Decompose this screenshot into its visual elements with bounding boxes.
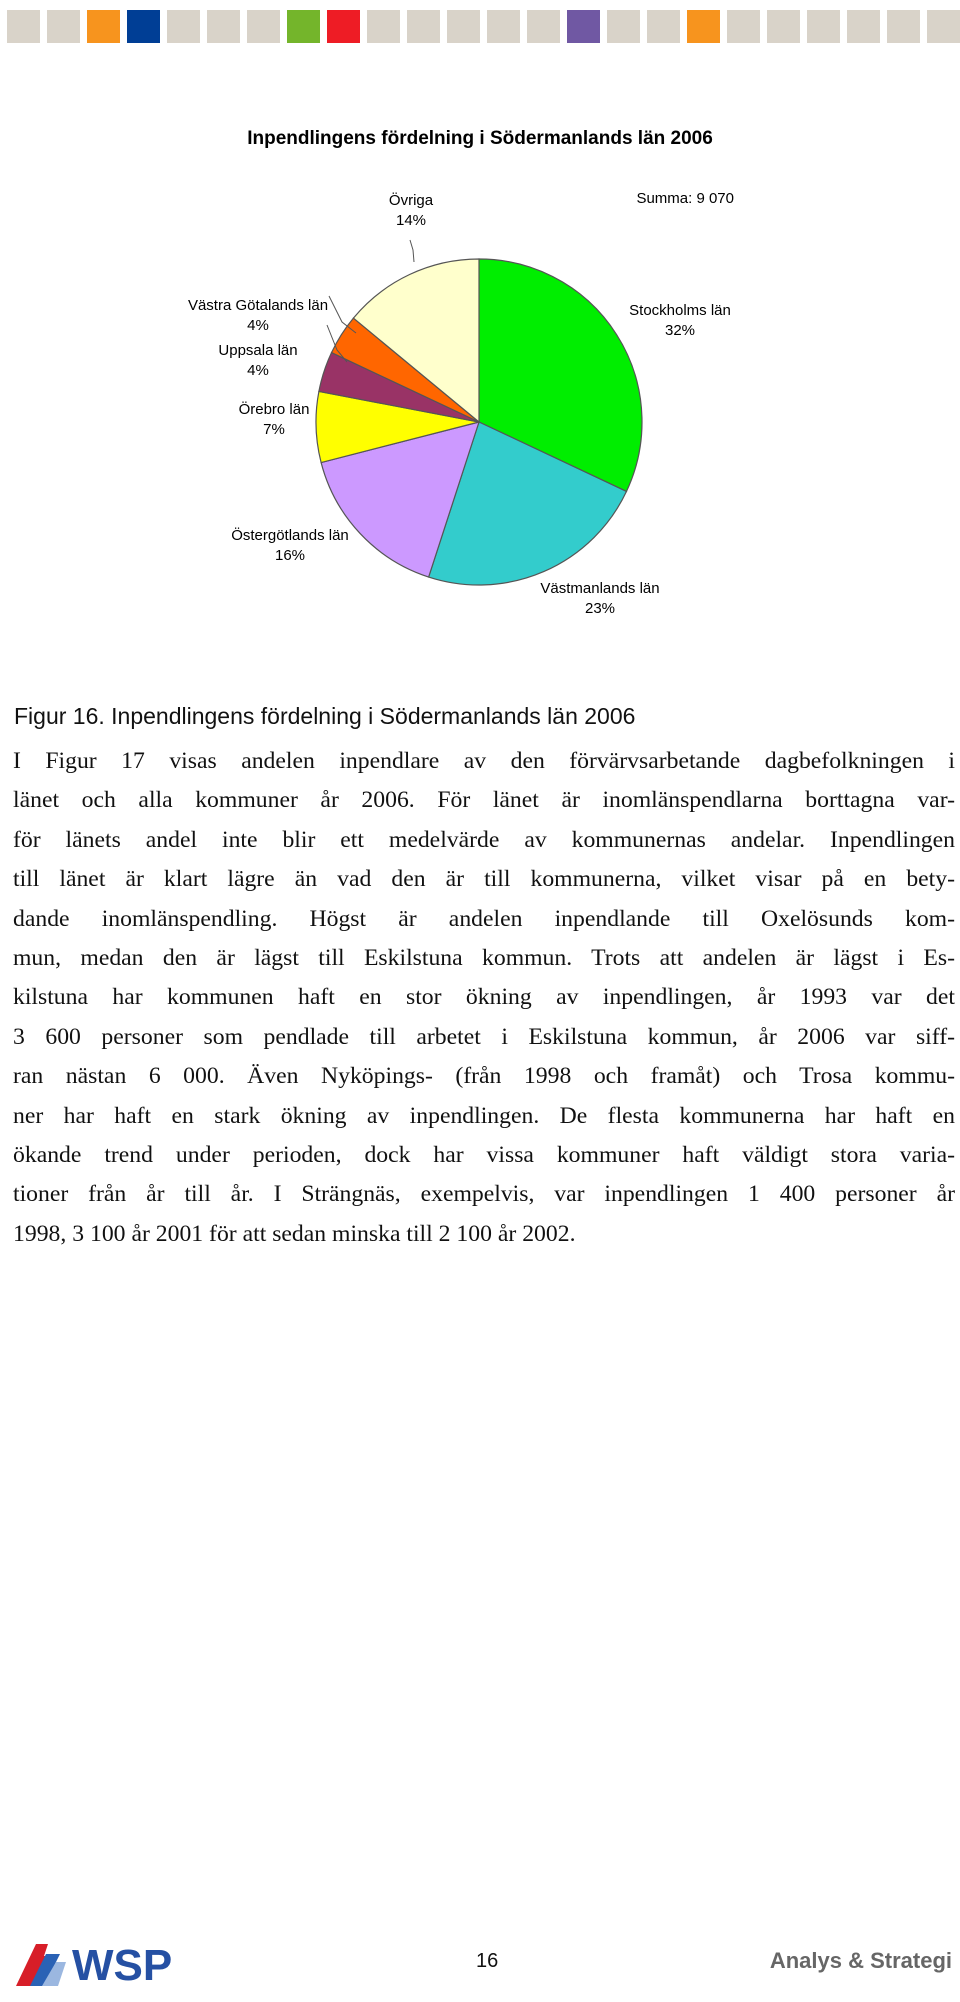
header-color-square — [807, 10, 840, 43]
paragraph-line: tioner från år till år. I Strängnäs, exempelvis, var inpendlingen 1 400 personer år — [13, 1181, 955, 1208]
slice-percent-label: 7% — [263, 421, 285, 438]
paragraph-line: för länets andel inte blir ett medelvärde av kommunernas andelar. Inpendlingen — [13, 826, 955, 853]
slice-label: Västra Götalands län — [187, 297, 329, 314]
header-color-square — [247, 10, 280, 43]
slice-label: Övriga — [388, 192, 434, 209]
slice-percent-label: 4% — [247, 362, 269, 379]
slice-label: Västmanlands län — [540, 580, 660, 597]
header-color-square — [87, 10, 120, 43]
header-color-square — [927, 10, 960, 43]
header-color-square — [407, 10, 440, 43]
slice-percent-label: 16% — [274, 547, 306, 564]
paragraph-line: ökande trend under perioden, dock har vissa kommuner haft väldigt stora varia- — [13, 1142, 955, 1169]
slice-percent-label: 14% — [395, 212, 427, 229]
pie-chart-svg — [0, 110, 960, 650]
paragraph-line: 3 600 personer som pendlade till arbetet i Eskilstuna kommun, år 2006 var siff- — [13, 1023, 955, 1050]
page-number: 16 — [476, 1950, 499, 1972]
header-color-square — [367, 10, 400, 43]
pie-slices — [316, 259, 642, 585]
paragraph-line: kilstuna har kommunen haft en stor ökning av inpendlingen, år 1993 var det — [13, 984, 955, 1011]
header-color-square — [607, 10, 640, 43]
logo-text: WSP — [72, 1941, 173, 1988]
wsp-logo — [14, 1936, 204, 1988]
paragraph-line: ner har haft en stark ökning av inpendlingen. De flesta kommunerna har haft en — [13, 1102, 955, 1129]
header-color-square — [127, 10, 160, 43]
header-color-square — [687, 10, 720, 43]
header-color-square — [767, 10, 800, 43]
header-color-square — [447, 10, 480, 43]
header-color-square — [167, 10, 200, 43]
paragraph-line: ran nästan 6 000. Även Nyköpings- (från 1998 och framåt) och Trosa kommu- — [13, 1063, 955, 1090]
header-color-square — [327, 10, 360, 43]
figure-caption: Figur 16. Inpendlingens fördelning i Södermanlands län 2006 — [14, 703, 636, 729]
slice-percent-label: 23% — [584, 600, 616, 617]
paragraph-line: mun, medan den är lägst till Eskilstuna kommun. Trots att andelen är lägst i Es- — [13, 945, 955, 972]
footer-brand: Analys & Strategi — [769, 1948, 952, 1973]
paragraph-line: I Figur 17 visas andelen inpendlare av den förvärvsarbetande dagbefolkningen i — [13, 748, 955, 774]
header-color-square — [567, 10, 600, 43]
header-color-bar — [7, 10, 953, 44]
slice-label: Östergötlands län — [231, 527, 349, 544]
header-color-square — [847, 10, 880, 43]
paragraph-line: till länet är klart lägre än vad den är till kommunerna, vilket visar på en bety- — [13, 866, 955, 893]
header-color-square — [647, 10, 680, 43]
pie-chart — [0, 110, 960, 650]
paragraph-line: dande inomlänspendling. Högst är andelen inpendlande till Oxelösunds kom- — [13, 905, 955, 932]
header-color-square — [207, 10, 240, 43]
header-color-square — [47, 10, 80, 43]
slice-percent-label: 4% — [247, 317, 269, 334]
chart-total-annotation: Summa: 9 070 — [636, 190, 734, 207]
slice-percent-label: 32% — [664, 322, 696, 339]
slice-label: Örebro län — [238, 401, 310, 418]
chart-title: Inpendlingens fördelning i Södermanlands län 2006 — [247, 128, 713, 149]
paragraph-line: länet och alla kommuner år 2006. För länet är inomlänspendlarna borttagna var- — [13, 787, 955, 814]
header-color-square — [487, 10, 520, 43]
slice-label: Uppsala län — [218, 342, 298, 359]
header-color-square — [7, 10, 40, 43]
header-color-square — [287, 10, 320, 43]
leader-line — [410, 240, 414, 262]
header-color-square — [527, 10, 560, 43]
header-color-square — [887, 10, 920, 43]
header-color-square — [727, 10, 760, 43]
paragraph-line: 1998, 3 100 år 2001 för att sedan minska till 2 100 år 2002. — [13, 1220, 576, 1247]
body-paragraph — [13, 742, 955, 1254]
slice-label: Stockholms län — [629, 302, 731, 319]
